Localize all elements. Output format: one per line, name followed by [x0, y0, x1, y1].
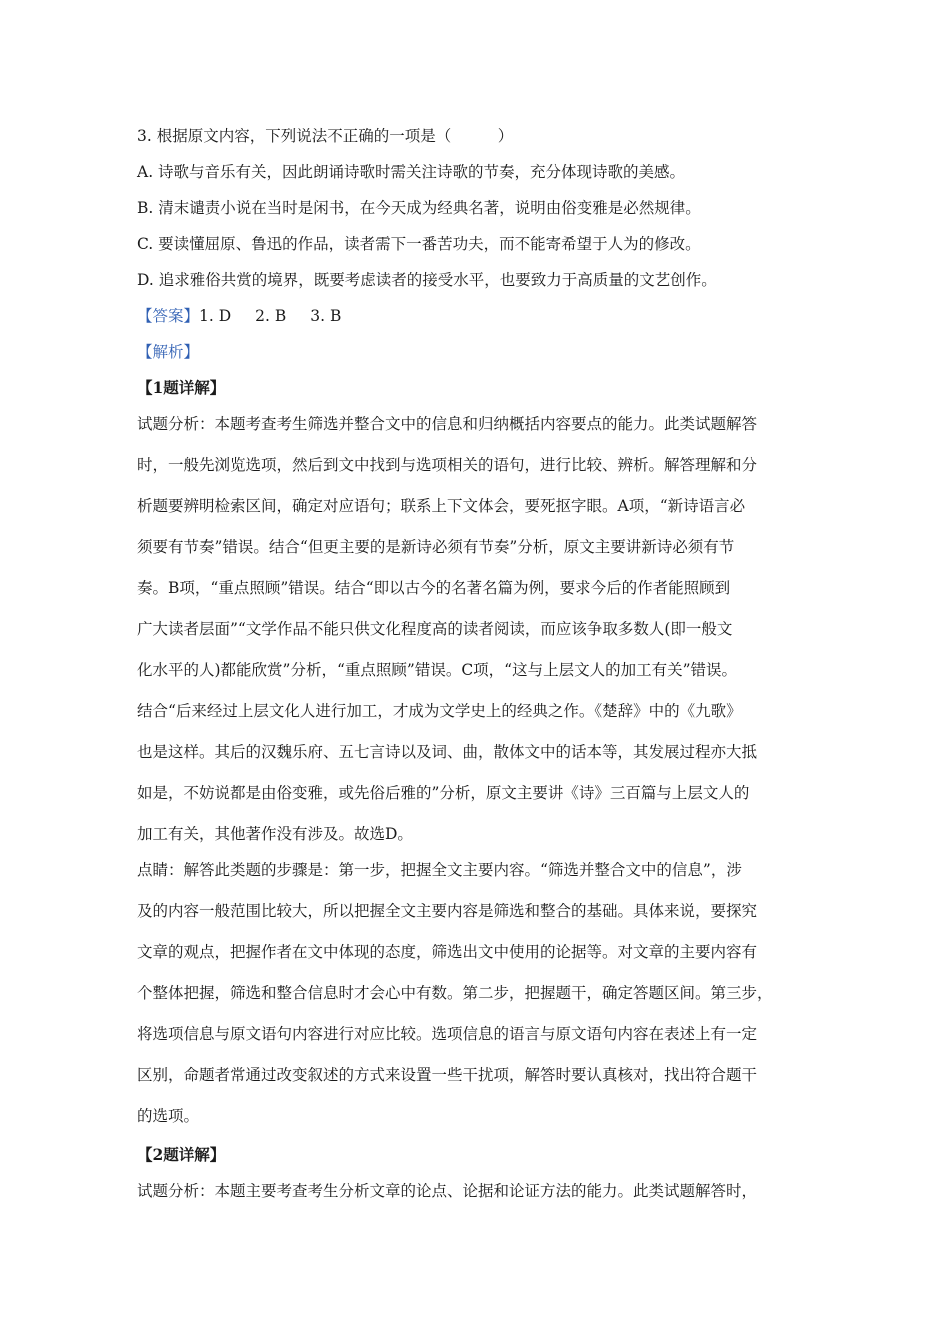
option-a: A. 诗歌与音乐有关，因此朗诵诗歌时需关注诗歌的节奏，充分体现诗歌的美感。 — [137, 163, 686, 181]
q1-tip-line: 的选项。 — [137, 1107, 200, 1125]
q1-tip-line: 点睛：解答此类题的步骤是：第一步，把握全文主要内容。“筛选并整合文中的信息”，涉 — [137, 861, 742, 879]
q1-tip-line: 个整体把握，筛选和整合信息时才会心中有数。第二步，把握题干，确定答题区间。第三步， — [137, 984, 773, 1002]
q1-analysis-line: 奏。B项，“重点照顾”错误。结合“即以古今的名著名篇为例，要求今后的作者能照顾到 — [137, 579, 731, 597]
answer-label: 【答案】 — [137, 307, 200, 325]
q1-tip-line: 文章的观点，把握作者在文中体现的态度，筛选出文中使用的论据等。对文章的主要内容有 — [137, 943, 758, 961]
answer-item-1: 1. D — [199, 307, 232, 325]
q1-analysis-line: 时，一般先浏览选项，然后到文中找到与选项相关的语句，进行比较、辨析。解答理解和分 — [137, 456, 758, 474]
q2-heading: 【2题详解】 — [137, 1145, 226, 1164]
q1-analysis-line: 化水平的人)都能欣赏”分析，“重点照顾”错误。C项，“这与上层文人的加工有关”错误。 — [137, 661, 738, 679]
option-b: B. 清末谴责小说在当时是闲书，在今天成为经典名著，说明由俗变雅是必然规律。 — [137, 199, 701, 217]
q1-tip-line: 及的内容一般范围比较大，所以把握全文主要内容是筛选和整合的基础。具体来说，要探究 — [137, 902, 758, 920]
q1-analysis-line: 结合“后来经过上层文化人进行加工，才成为文学史上的经典之作。《楚辞》中的《九歌》 — [137, 702, 742, 720]
analysis-label: 【解析】 — [137, 343, 200, 361]
q1-analysis-line: 试题分析：本题考查考生筛选并整合文中的信息和归纳概括内容要点的能力。此类试题解答 — [137, 415, 758, 433]
answer-item-3: 3. B — [310, 307, 342, 325]
q1-analysis-line: 如是，不妨说都是由俗变雅，或先俗后雅的”分析，原文主要讲《诗》三百篇与上层文人的 — [137, 784, 750, 802]
answer-item-2: 2. B — [255, 307, 287, 325]
q1-tip-line: 区别，命题者常通过改变叙述的方式来设置一些干扰项，解答时要认真核对，找出符合题干 — [137, 1066, 758, 1084]
q2-analysis-line: 试题分析：本题主要考查考生分析文章的论点、论据和论证方法的能力。此类试题解答时， — [137, 1182, 758, 1200]
answer-line — [137, 306, 341, 326]
option-c: C. 要读懂屈原、鲁迅的作品，读者需下一番苦功夫，而不能寄希望于人为的修改。 — [137, 235, 701, 253]
option-d: D. 追求雅俗共赏的境界，既要考虑读者的接受水平，也要致力于高质量的文艺创作。 — [137, 271, 717, 289]
q1-analysis-line: 也是这样。其后的汉魏乐府、五七言诗以及词、曲，散体文中的话本等，其发展过程亦大抵 — [137, 743, 758, 761]
q1-analysis-line: 析题要辨明检索区间，确定对应语句；联系上下文体会，要死抠字眼。A项，“新诗语言必 — [137, 497, 746, 515]
q1-tip-line: 将选项信息与原文语句内容进行对应比较。选项信息的语言与原文语句内容在表述上有一定 — [137, 1025, 758, 1043]
q1-analysis-line: 须要有节奏”错误。结合“但更主要的是新诗必须有节奏”分析，原文主要讲新诗必须有节 — [137, 538, 735, 556]
question-3-stem: 3. 根据原文内容，下列说法不正确的一项是（ ） — [137, 127, 514, 145]
q1-heading: 【1题详解】 — [137, 378, 226, 397]
q1-analysis-line: 加工有关，其他著作没有涉及。故选D。 — [137, 825, 413, 843]
q1-analysis-line: 广大读者层面”“文学作品不能只供文化程度高的读者阅读，而应该争取多数人(即一般文 — [137, 620, 733, 638]
